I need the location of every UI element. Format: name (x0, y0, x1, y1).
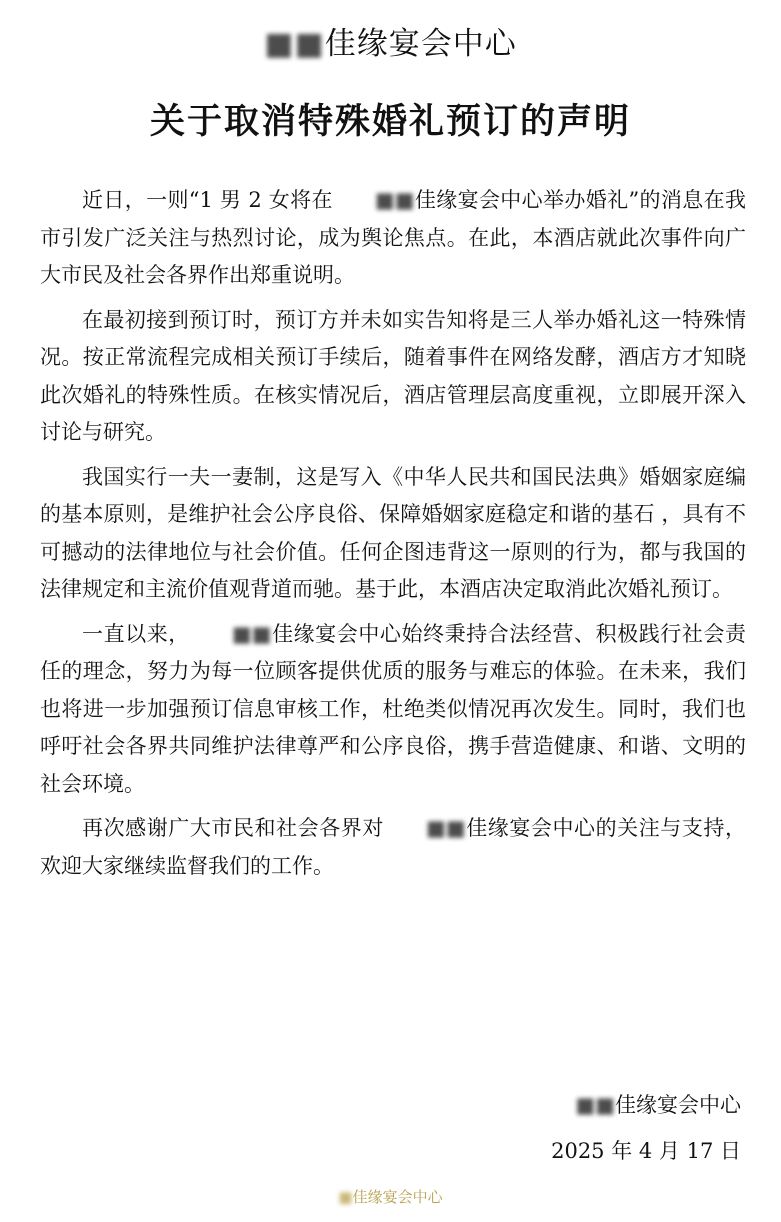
redacted-name: ■■ (374, 188, 415, 212)
redacted-name: ■■ (231, 621, 272, 646)
paragraph-4-text-a: 一直以来， (82, 621, 190, 646)
paragraph-1-text-b: 佳缘宴会中心举办婚礼”的消息在我市引发广泛关注与热烈讨论，成为舆论焦点。在此，本酒店就此次事件向广大市民及社会各界作出郑重说明。 (40, 188, 746, 287)
watermark-text: 佳缘宴会中心 (352, 1188, 443, 1206)
watermark (0, 1186, 781, 1208)
paragraph-1-text-a: 近日，一则“1 男 2 女将在 (82, 188, 333, 212)
paragraph-5-text-b: 佳缘宴会中心的关注与支持，欢迎大家继续监督我们的工作。 (40, 816, 747, 878)
redacted-name: ■■ (425, 816, 466, 840)
organization-title (0, 24, 781, 64)
paragraph-1 (40, 182, 746, 295)
paragraph-4 (40, 616, 746, 804)
redacted-name: ■■ (575, 1093, 615, 1117)
redacted-name: ■ (338, 1188, 353, 1206)
signature-organization (575, 1090, 741, 1120)
paragraph-5 (40, 810, 746, 885)
statement-body (40, 182, 746, 892)
document-title: 关于取消特殊婚礼预订的声明 (149, 101, 631, 142)
paragraph-5-text-a: 再次感谢广大市民和社会各界对 (82, 816, 384, 840)
paragraph-2: 在最初接到预订时，预订方并未如实告知将是三人举办婚礼这一特殊情况。按正常流程完成相关预订手续后，随着事件在网络发酵，酒店方才知晓此次婚礼的特殊性质。在核实情况后，酒店管理层高度重视，立即展开深入讨论与研究。 (40, 307, 746, 444)
paragraph-4-text-b: 佳缘宴会中心始终秉持合法经营、积极践行社会责任的理念，努力为每一位顾客提供优质的服务与难忘的体验。在未来，我们也将进一步加强预订信息审核工作，杜绝类似情况再次发生。同时，我们也呼吁社会各界共同维护法律尊严和公序良俗，携手营造健康、和谐、文明的社会环境。 (40, 621, 747, 796)
signature-organization-name: 佳缘宴会中心 (615, 1093, 741, 1117)
signature-date: 2025 年 4 月 17 日 (551, 1139, 741, 1163)
organization-name: 佳缘宴会中心 (324, 26, 517, 62)
redacted-name: ■■ (264, 26, 325, 62)
paragraph-3: 我国实行一夫一妻制，这是写入《中华人民共和国民法典》婚姻家庭编的基本原则，是维护社会公序良俗、保障婚姻家庭稳定和谐的基石 ，具有不可撼动的法律地位与社会价值。任何企图违背这一原则的行为，都与我国的法律规定和主流价值观背道而驰。基于此，本酒店决定取消此次婚礼预订。 (40, 464, 746, 601)
